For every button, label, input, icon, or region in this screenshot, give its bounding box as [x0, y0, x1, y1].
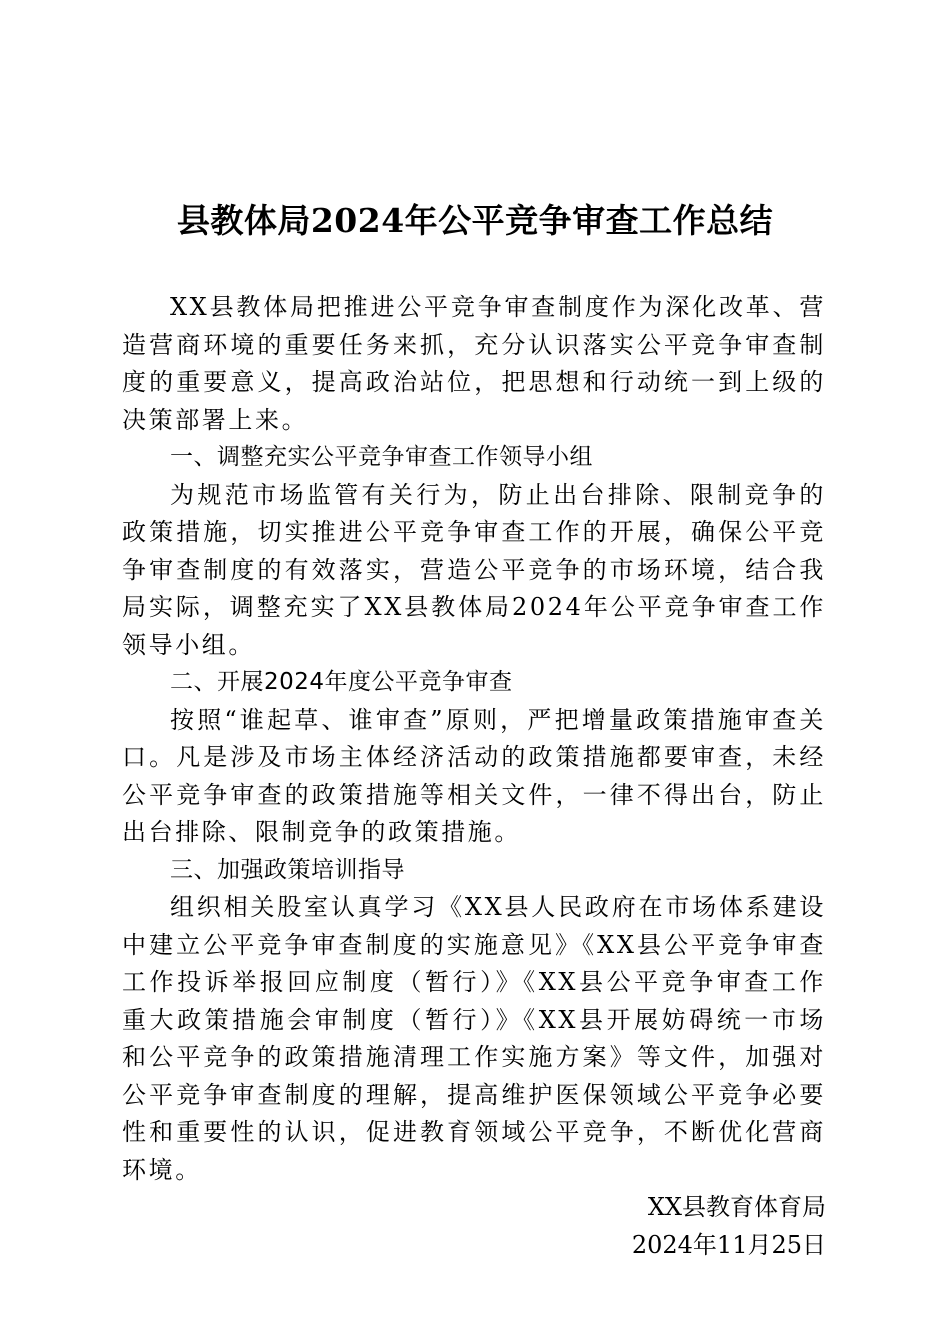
page-title: 县教体局2024年公平竞争审查工作总结	[176, 201, 774, 240]
document-body	[122, 289, 826, 1264]
signature-date: 2024年11月25日	[631, 1230, 826, 1259]
section-heading-3: 三、加强政策培训指导	[170, 856, 405, 883]
section-heading-1: 一、调整充实公平竞争审查工作领导小组	[170, 444, 593, 470]
section-body-1: 为规范市场监管有关行为，防止出台排除、限制竞争的政策措施，切实推进公平竞争审查工作的开展，确保公平竞争审查制度的有效落实，营造公平竞争的市场环境，结合我局实际，调整充实了XX县教体局2024年公平竞争审查工作领导小组。	[122, 480, 826, 659]
section-body-2: 按照“谁起草、谁审查”原则，严把增量政策措施审查关口。凡是涉及市场主体经济活动的政策措施都要审查，未经公平竞争审查的政策措施等相关文件，一律不得出台，防止出台排除、限制竞争的政策措施。	[122, 705, 826, 846]
section-heading-2: 二、开展2024年度公平竞争审查	[170, 669, 513, 695]
section-body-3: 组织相关股室认真学习《XX县人民政府在市场体系建设中建立公平竞争审查制度的实施意见》《XX县公平竞争审查工作投诉举报回应制度（暂行）》《XX县公平竞争审查工作重大政策措施会审制度（暂行）》《XX县开展妨碍统一市场和公平竞争的政策措施清理工作实施方案》等文件，加强对公平竞争审查制度的理解，提高维护医保领域公平竞争必要性和重要性的认识，促进教育领域公平竞争，不断优化营商环境。	[122, 893, 826, 1184]
signature-organization: XX县教育体育局	[647, 1193, 826, 1221]
intro-paragraph: XX县教体局把推进公平竞争审查制度作为深化改革、营造营商环境的重要任务来抓，充分认识落实公平竞争审查制度的重要意义，提高政治站位，把思想和行动统一到上级的决策部署上来。	[122, 293, 826, 434]
